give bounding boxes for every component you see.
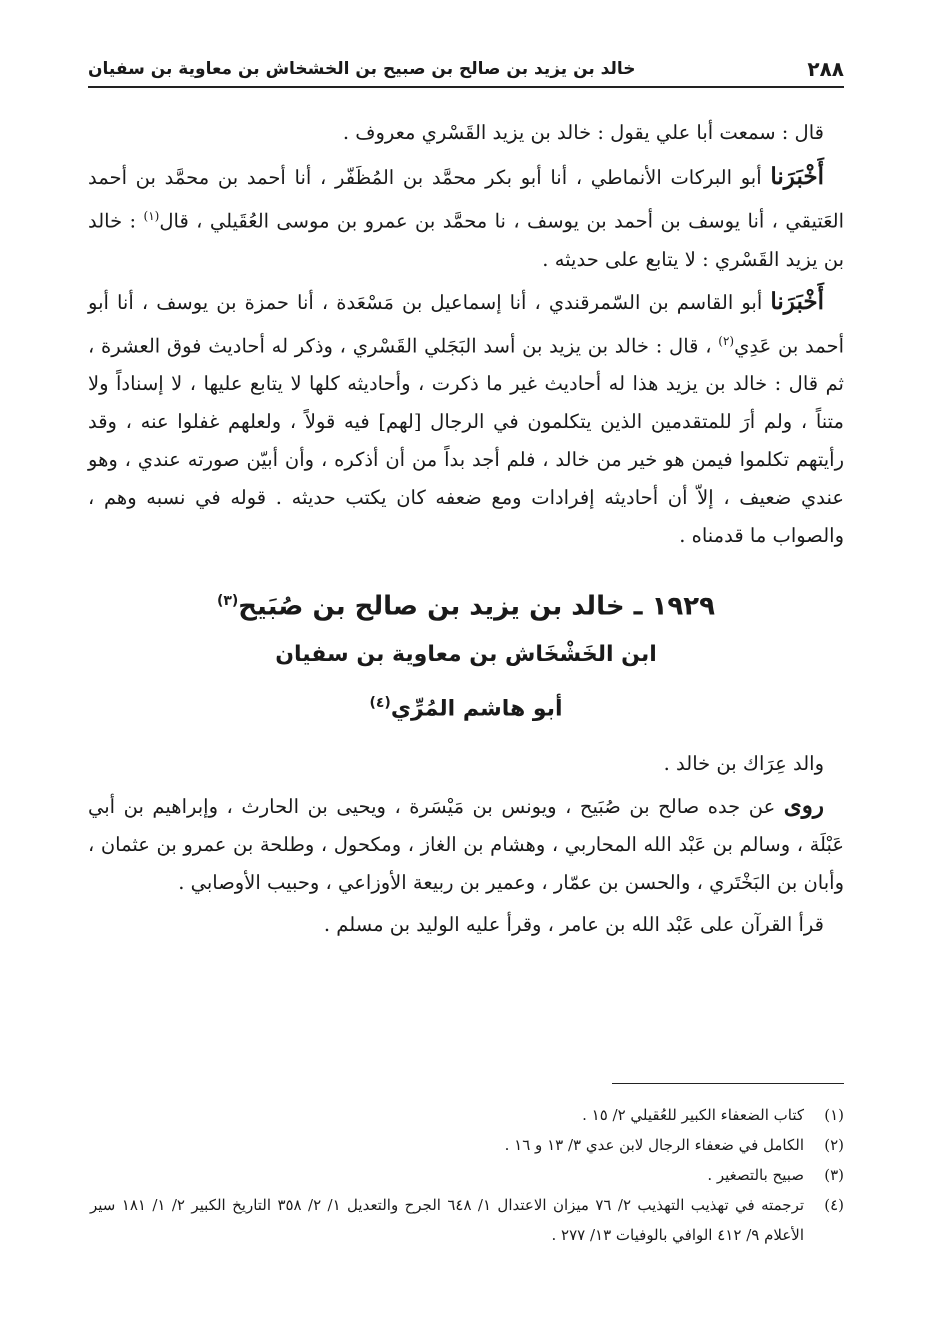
entry-kunya-text: أبو هاشم المُرِّي xyxy=(390,695,563,721)
entry-kunya xyxy=(88,679,844,733)
footnote-item xyxy=(90,1130,844,1160)
footnote-number: (٣) xyxy=(824,1166,844,1184)
father-line: والد عِرَاك بن خالد . xyxy=(663,751,824,775)
paragraph-1: قال : سمعت أبا علي يقول : خالد بن يزيد القَسْري معروف . xyxy=(342,121,824,144)
footnote-ref-4: (٤) xyxy=(369,694,391,711)
running-header xyxy=(88,52,844,88)
paragraph-3 xyxy=(88,283,844,556)
running-title: خالد بن يزيد بن صالح بن صبيح بن الخشخاش بن معاوية بن سفيان xyxy=(88,59,636,79)
footnote-text: الكامل في ضعفاء الرجال لابن عدي ٣/ ١٣ و ١٦ . xyxy=(504,1136,804,1154)
footnote-item xyxy=(90,1160,844,1190)
footnote-ref-3: (٣) xyxy=(216,593,239,609)
paragraph-3-text-b: ، قال : خالد بن يزيد بن أسد البَجَلي القَسْري ، وذكر له أحاديث فوق العشرة ، ثم قال : خالد بن يزيد هذا له أحاديث غير ما ذكرت ، وأحاديثه كلها لا يتابع عليها ، لا إسناداً ولا متناً ، ولم أرَ للمتقدمين الذين يتكلمون في الرجال [لهم] فيه قولاً ، ولعلهم غفلوا عنه ، وقد رأيتهم تكلموا فيمن هو خير من خالد ، فلم أجد بداً من أن أذكره ، وأن أبيّن صورته عندي ، وهو عندي ضعيف ، إلاّ أن أحاديثه إفرادات ومع ضعفه كان يكتب حديثه . قوله في نسبه وهم ، والصواب ما قدمناه . xyxy=(88,334,844,547)
akhbarana-keyword: أَخْبَرَنا xyxy=(770,287,824,315)
footnote-item xyxy=(90,1190,844,1250)
page-number: ٢٨٨ xyxy=(807,57,844,81)
footnote-item xyxy=(90,1100,844,1130)
entry-lineage: ابن الخَشْخَاش بن معاوية بن سفيان xyxy=(275,641,657,667)
footnote-text: ترجمته في تهذيب التهذيب ٢/ ٧٦ ميزان الاعتدال ١/ ٦٤٨ الجرح والتعديل ١/ ٢/ ٣٥٨ التاريخ الكبير ٢/ ١/ ١٨١ سير الأعلام ٩/ ٤١٢ الوافي بالوفيات ١٣/ ٢٧٧ . xyxy=(90,1196,805,1244)
narrated-text: عن جده صالح بن صُبَيح ، ويونس بن مَيْسَرة ، ويحيى بن الحارث ، وإبراهيم بن أبي عَبْلَة ، وسالم بن عَبْد الله المحاربي ، وهشام بن الغاز ، ومكحول ، وطلحة بن عمرو بن عثمان ، وأبان بن البَخْتَري ، والحسن بن عمّار ، وعمير بن ربيعة الأوزاعي ، وحبيب الأوصابي . xyxy=(88,794,845,894)
paragraph-2-text-a: أبو البركات الأنماطي ، أنا أبو بكر محمَّد بن المُظَفّر ، أنا أحمد بن محمَّد بن أحمد العَتيقي ، أنا يوسف بن أحمد بن يوسف ، نا محمَّد بن عمرو بن موسى العُقَيلي ، قال xyxy=(88,166,845,233)
quran-line: قرأ القرآن على عَبْد الله بن عامر ، وقرأ عليه الوليد بن مسلم . xyxy=(323,912,824,936)
entry-heading xyxy=(88,577,844,733)
page-body xyxy=(88,114,844,948)
narrated-paragraph xyxy=(88,787,844,902)
paragraph-2 xyxy=(88,158,844,279)
paragraph-3-text-a: أبو القاسم بن السّمرقندي ، أنا إسماعيل بن مَسْعَدة ، أنا حمزة بن يوسف ، أنا أبو أحمد بن عَدِي xyxy=(88,290,844,357)
footnote-number: (٤) xyxy=(824,1196,844,1214)
paragraph-2-text-b: : خالد بن يزيد القَسْري : لا يتابع على حديثه . xyxy=(88,209,844,271)
rawa-keyword: روى xyxy=(783,791,824,819)
footnote-text: صبيح بالتصغير . xyxy=(707,1166,804,1184)
footnote-text: كتاب الضعفاء الكبير للعُقيلي ٢/ ١٥ . xyxy=(582,1106,804,1124)
footnotes xyxy=(90,1100,844,1250)
footnote-ref-1: (١) xyxy=(143,209,160,223)
akhbarana-keyword: أَخْبَرَنا xyxy=(770,163,824,190)
footnote-number: (١) xyxy=(824,1106,844,1124)
entry-title xyxy=(88,577,844,631)
footnote-divider xyxy=(612,1083,844,1084)
entry-title-text: ١٩٢٩ ـ خالد بن يزيد بن صالح بن صُبَيح xyxy=(238,591,716,622)
footnote-number: (٢) xyxy=(824,1136,844,1154)
footnote-ref-2: (٢) xyxy=(718,333,735,348)
